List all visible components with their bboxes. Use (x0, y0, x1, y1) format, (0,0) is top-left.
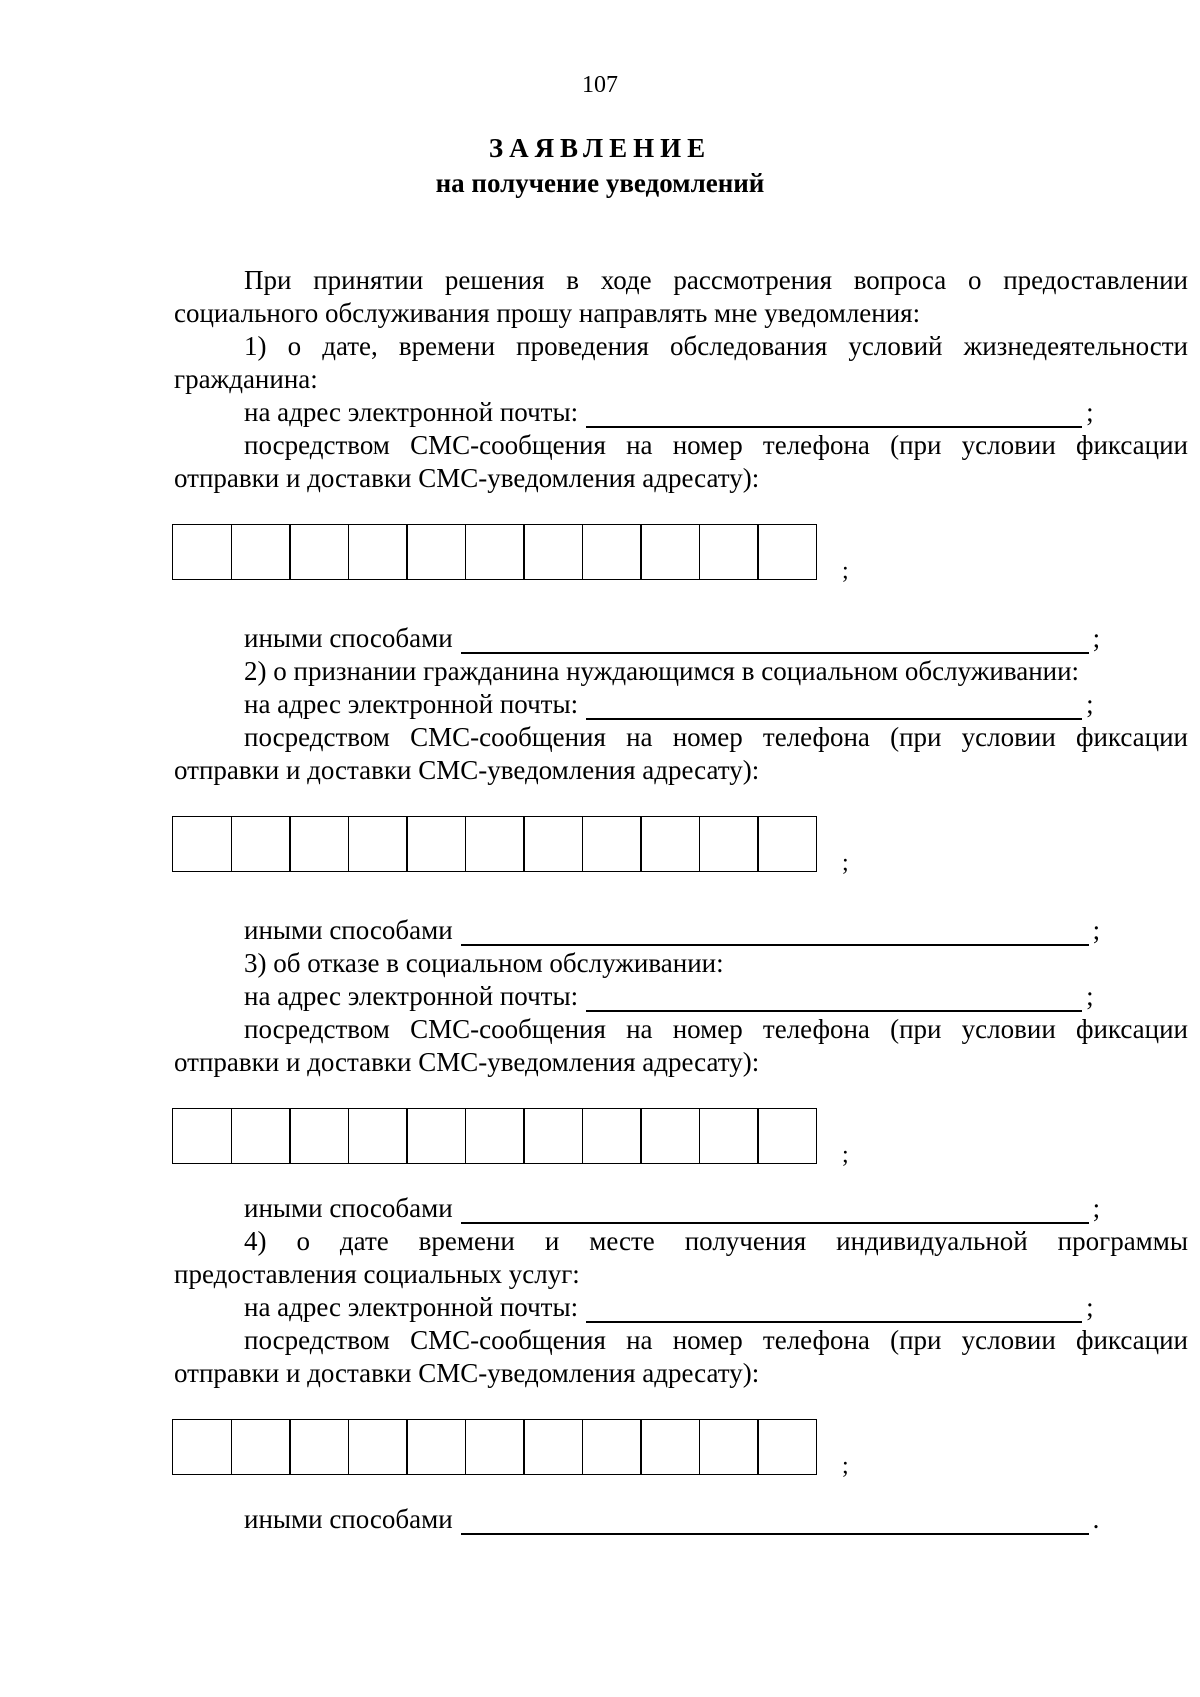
phone-digit-box[interactable] (523, 524, 583, 580)
section-3-line-1: 3) об отказе в социальном обслуживании: (244, 948, 724, 978)
section-1-sms-line-2: отправки и доставки СМС-уведомления адресату): (174, 463, 760, 493)
phone-digit-box[interactable] (640, 524, 700, 580)
section-4-other-field[interactable] (461, 1509, 1089, 1535)
semicolon: ; (1092, 623, 1101, 653)
semicolon: ; (1092, 915, 1101, 945)
phone-digit-box[interactable] (582, 816, 642, 872)
period: . (1092, 1504, 1100, 1534)
phone-digit-box[interactable] (640, 816, 700, 872)
email-label: на адрес электронной почты: (244, 689, 579, 719)
section-4-sms-line-1: посредством СМС-сообщения на номер телефона (при условии фиксации (244, 1325, 1188, 1355)
phone-digit-box[interactable] (231, 524, 291, 580)
section-3-email-field[interactable] (586, 986, 1082, 1012)
phone-digit-box[interactable] (757, 1419, 817, 1475)
section-2-other-field[interactable] (461, 920, 1089, 946)
box-semicolon: ; (842, 1142, 849, 1168)
section-1-other-field[interactable] (461, 628, 1089, 654)
phone-digit-box[interactable] (757, 816, 817, 872)
phone-digit-box[interactable] (172, 816, 232, 872)
email-label: на адрес электронной почты: (244, 981, 579, 1011)
section-2-sms-line-2: отправки и доставки СМС-уведомления адресату): (174, 755, 760, 785)
box-semicolon: ; (842, 558, 849, 584)
section-2-email-field[interactable] (586, 694, 1082, 720)
section-1-phone-boxes[interactable] (172, 524, 817, 580)
semicolon: ; (1086, 689, 1094, 719)
phone-digit-box[interactable] (231, 1419, 291, 1475)
phone-digit-box[interactable] (231, 1108, 291, 1164)
section-4-line-1: 4) о дате времени и месте получения индивидуальной программы (244, 1226, 1188, 1256)
phone-digit-box[interactable] (582, 1419, 642, 1475)
phone-digit-box[interactable] (348, 1108, 408, 1164)
phone-digit-box[interactable] (348, 816, 408, 872)
phone-digit-box[interactable] (406, 524, 466, 580)
email-label: на адрес электронной почты: (244, 1292, 579, 1322)
semicolon: ; (1086, 1292, 1094, 1322)
phone-digit-box[interactable] (172, 1108, 232, 1164)
page-number: 107 (582, 72, 618, 98)
section-4-other-row (174, 1503, 1188, 1535)
box-semicolon: ; (842, 850, 849, 876)
email-label: на адрес электронной почты: (244, 397, 579, 427)
semicolon: ; (1086, 397, 1094, 427)
other-label: иными способами (244, 623, 453, 653)
phone-digit-box[interactable] (465, 816, 525, 872)
section-3-other-field[interactable] (461, 1198, 1089, 1224)
phone-digit-box[interactable] (699, 524, 759, 580)
section-3-other-row (174, 1192, 1188, 1224)
intro-line-1: При принятии решения в ходе рассмотрения вопроса о предоставлении (244, 265, 1188, 295)
section-1-line-1: 1) о дате, времени проведения обследования условий жизнедеятельности (244, 331, 1188, 361)
semicolon: ; (1086, 981, 1094, 1011)
section-4-phone-boxes[interactable] (172, 1419, 817, 1475)
section-3-phone-boxes[interactable] (172, 1108, 817, 1164)
phone-digit-box[interactable] (757, 1108, 817, 1164)
section-1-email-field[interactable] (586, 402, 1082, 428)
phone-digit-box[interactable] (465, 1108, 525, 1164)
phone-digit-box[interactable] (172, 524, 232, 580)
phone-digit-box[interactable] (348, 1419, 408, 1475)
phone-digit-box[interactable] (289, 524, 349, 580)
phone-digit-box[interactable] (582, 1108, 642, 1164)
phone-digit-box[interactable] (699, 816, 759, 872)
phone-digit-box[interactable] (523, 816, 583, 872)
section-4-email-row (174, 1291, 1188, 1323)
box-semicolon: ; (842, 1453, 849, 1479)
phone-digit-box[interactable] (406, 1108, 466, 1164)
section-3-email-row (174, 980, 1188, 1012)
intro-line-2: социального обслуживания прошу направлять мне уведомления: (174, 298, 921, 328)
section-2-phone-boxes[interactable] (172, 816, 817, 872)
other-label: иными способами (244, 915, 453, 945)
section-1-email-row (174, 396, 1188, 428)
section-2-sms-line-1: посредством СМС-сообщения на номер телефона (при условии фиксации (244, 722, 1188, 752)
section-1-line-2: гражданина: (174, 364, 318, 394)
document-subtitle: на получение уведомлений (435, 168, 765, 198)
phone-digit-box[interactable] (465, 524, 525, 580)
phone-digit-box[interactable] (231, 816, 291, 872)
phone-digit-box[interactable] (289, 1108, 349, 1164)
section-3-sms-line-1: посредством СМС-сообщения на номер телефона (при условии фиксации (244, 1014, 1188, 1044)
phone-digit-box[interactable] (582, 524, 642, 580)
section-3-sms-line-2: отправки и доставки СМС-уведомления адресату): (174, 1047, 760, 1077)
phone-digit-box[interactable] (699, 1419, 759, 1475)
phone-digit-box[interactable] (348, 524, 408, 580)
phone-digit-box[interactable] (172, 1419, 232, 1475)
other-label: иными способами (244, 1504, 453, 1534)
section-1-sms-line-1: посредством СМС-сообщения на номер телефона (при условии фиксации (244, 430, 1188, 460)
phone-digit-box[interactable] (640, 1108, 700, 1164)
phone-digit-box[interactable] (465, 1419, 525, 1475)
section-1-other-row (174, 622, 1188, 654)
phone-digit-box[interactable] (757, 524, 817, 580)
document-title: ЗАЯВЛЕНИЕ (488, 133, 712, 163)
section-4-email-field[interactable] (586, 1297, 1082, 1323)
section-4-line-2: предоставления социальных услуг: (174, 1259, 580, 1289)
phone-digit-box[interactable] (289, 1419, 349, 1475)
phone-digit-box[interactable] (523, 1108, 583, 1164)
phone-digit-box[interactable] (406, 1419, 466, 1475)
phone-digit-box[interactable] (699, 1108, 759, 1164)
phone-digit-box[interactable] (406, 816, 466, 872)
section-4-sms-line-2: отправки и доставки СМС-уведомления адресату): (174, 1358, 760, 1388)
phone-digit-box[interactable] (289, 816, 349, 872)
section-2-email-row (174, 688, 1188, 720)
semicolon: ; (1092, 1193, 1101, 1223)
section-2-line-1: 2) о признании гражданина нуждающимся в социальном обслуживании: (244, 656, 1080, 686)
section-2-other-row (174, 914, 1188, 946)
phone-digit-box[interactable] (523, 1419, 583, 1475)
other-label: иными способами (244, 1193, 453, 1223)
phone-digit-box[interactable] (640, 1419, 700, 1475)
